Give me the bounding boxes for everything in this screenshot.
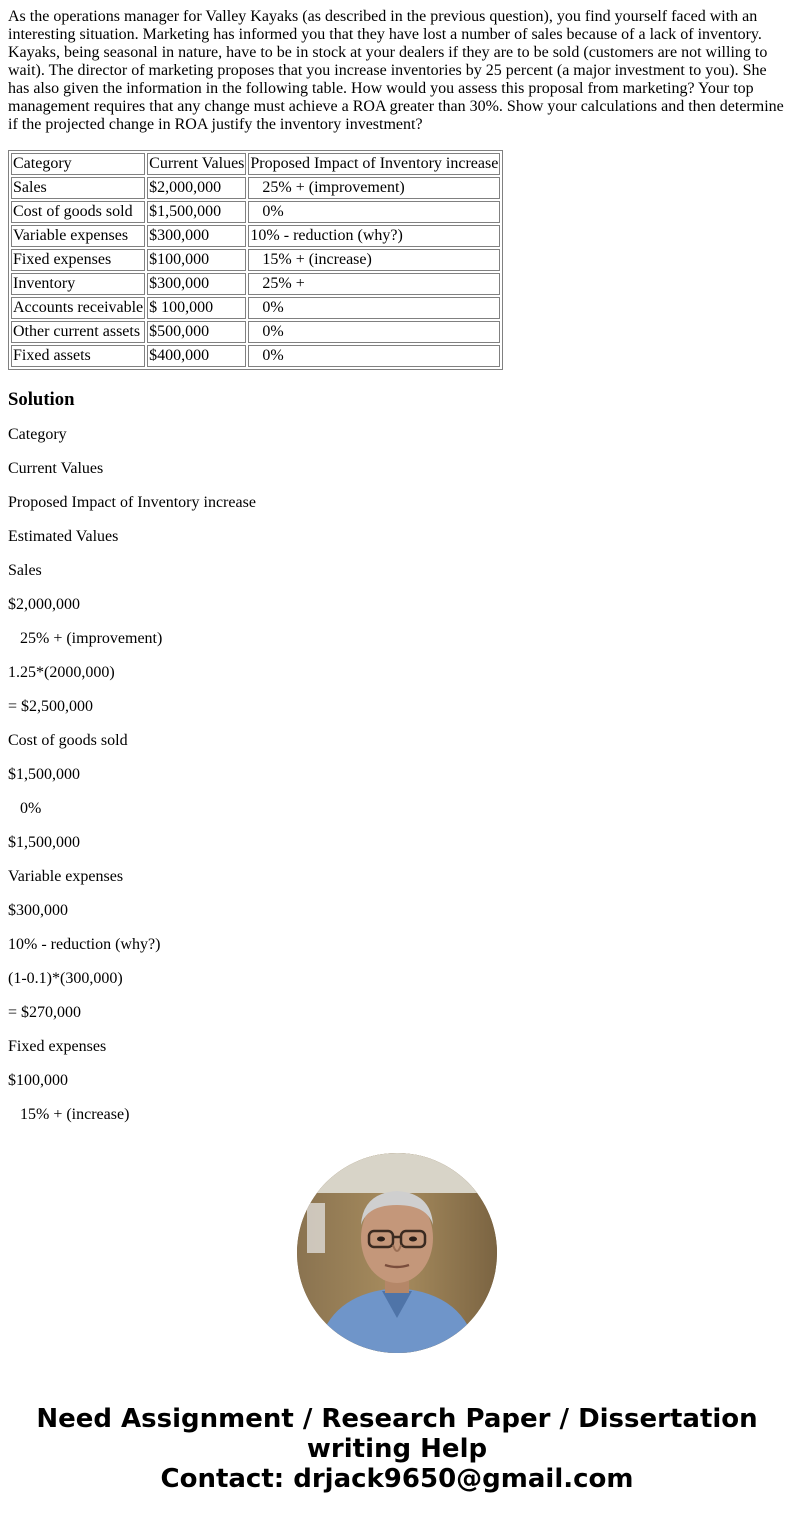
table-cell: Sales [11, 177, 145, 199]
table-row [11, 273, 500, 295]
table-cell: 25% + [248, 273, 500, 295]
solution-line: 10% - reduction (why?) [8, 936, 161, 953]
table-cell: $1,500,000 [147, 201, 246, 223]
promo-banner [0, 1404, 794, 1494]
table-cell: $ 100,000 [147, 297, 246, 319]
table-cell: Other current assets [11, 321, 145, 343]
table-cell: 15% + (increase) [248, 249, 500, 271]
table-cell: $300,000 [147, 273, 246, 295]
table-row [11, 225, 500, 247]
tutor-portrait-image [297, 1153, 497, 1353]
solution-line: $2,000,000 [8, 596, 80, 613]
table-row [11, 297, 500, 319]
table-cell: Fixed expenses [11, 249, 145, 271]
promo-headline: Need Assignment / Research Paper / Dissertation writing Help [36, 1404, 758, 1464]
solution-line: Sales [8, 562, 42, 579]
solution-line: = $2,500,000 [8, 698, 94, 715]
table-cell: $400,000 [147, 345, 246, 367]
table-cell: 0% [248, 201, 500, 223]
solution-heading: Solution [8, 389, 75, 410]
table-row [11, 345, 500, 367]
table-cell: Cost of goods sold [11, 201, 145, 223]
table-cell: $300,000 [147, 225, 246, 247]
table-row [11, 201, 500, 223]
table-cell: 0% [248, 297, 500, 319]
table-cell: 25% + (improvement) [248, 177, 500, 199]
table-cell: Fixed assets [11, 345, 145, 367]
table-cell: 10% - reduction (why?) [248, 225, 500, 247]
solution-line: Category [8, 426, 67, 443]
solution-line: $1,500,000 [8, 766, 80, 783]
solution-lines [8, 426, 786, 1124]
solution-line: 1.25*(2000,000) [8, 664, 115, 681]
header-cell: Category [11, 153, 145, 175]
solution-line: Proposed Impact of Inventory increase [8, 494, 256, 511]
solution-line: 15% + (increase) [8, 1106, 130, 1123]
table-row [11, 249, 500, 271]
table-cell: 0% [248, 345, 500, 367]
table-row [11, 321, 500, 343]
solution-line: Fixed expenses [8, 1038, 107, 1055]
solution-line: $1,500,000 [8, 834, 80, 851]
header-cell: Proposed Impact of Inventory increase [248, 153, 500, 175]
solution-line: $100,000 [8, 1072, 68, 1089]
table-cell: Accounts receivable [11, 297, 145, 319]
table-cell: $2,000,000 [147, 177, 246, 199]
solution-line: Variable expenses [8, 868, 124, 885]
table-row [11, 177, 500, 199]
table-cell: $100,000 [147, 249, 246, 271]
solution-line: Current Values [8, 460, 104, 477]
table-cell: Inventory [11, 273, 145, 295]
solution-line: = $270,000 [8, 1004, 82, 1021]
solution-line: 25% + (improvement) [8, 630, 163, 647]
question-text: As the operations manager for Valley Kayaks (as described in the previous question), you find yourself faced with an interesting situation. Marketing has informed you that they have lost a number of sales because of a lack of inventory. Kayaks, being seasonal in nature, have to be in stock at your dealers if they are to be sold (customers are not willing to wait). The director of marketing proposes that you increase inventories by 25 percent (a major investment to you). She has also given the information in the following table. How would you assess this proposal from marketing? Your top management requires that any change must achieve a ROA greater than 30%. Show your calculations and then determine if the projected change in ROA justify the inventory investment? [8, 8, 784, 133]
table-cell: $500,000 [147, 321, 246, 343]
header-cell: Current Values [147, 153, 246, 175]
table-header-row [11, 153, 500, 175]
promo-contact: Contact: drjack9650@gmail.com [160, 1464, 634, 1494]
solution-line: 0% [8, 800, 42, 817]
tutor-avatar [297, 1153, 497, 1353]
solution-line: (1-0.1)*(300,000) [8, 970, 123, 987]
solution-line: Cost of goods sold [8, 732, 128, 749]
solution-line: Estimated Values [8, 528, 119, 545]
table-cell: Variable expenses [11, 225, 145, 247]
given-data-table [8, 150, 503, 370]
table-cell: 0% [248, 321, 500, 343]
solution-line: $300,000 [8, 902, 68, 919]
